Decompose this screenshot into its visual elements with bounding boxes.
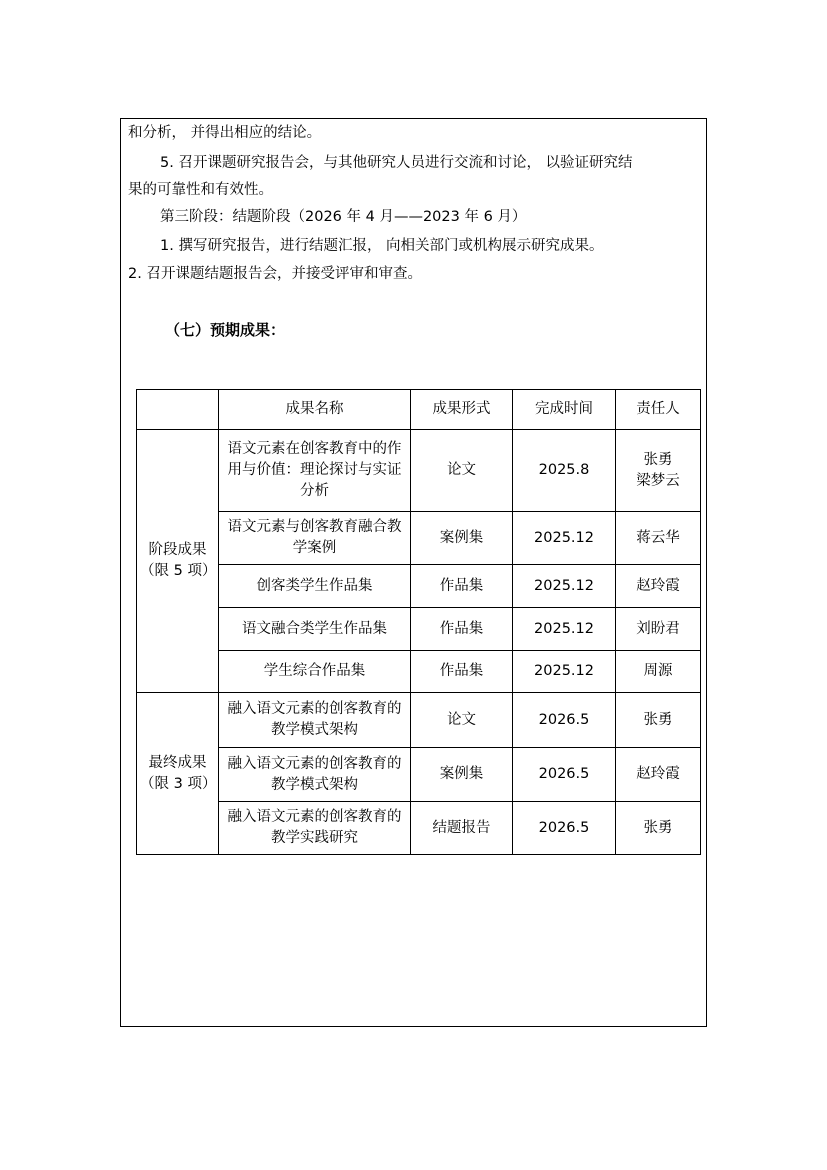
result-owner-cell: 周源 — [616, 651, 701, 693]
header-cell: 责任人 — [616, 390, 701, 430]
header-cell: 成果形式 — [411, 390, 513, 430]
table-row — [137, 512, 701, 565]
result-time-cell: 2026.5 — [513, 693, 616, 748]
result-name-cell: 语文元素在创客教育中的作用与价值：理论探讨与实证分析 — [219, 430, 411, 512]
paragraph-line: 第三阶段：结题阶段（2026 年 4 月——2023 年 6 月） — [160, 209, 527, 225]
table-row — [137, 608, 701, 651]
table-row — [137, 651, 701, 693]
result-owner-cell: 蒋云华 — [616, 512, 701, 565]
result-time-cell: 2025.12 — [513, 651, 616, 693]
result-name-cell: 语文融合类学生作品集 — [219, 608, 411, 651]
result-time-cell: 2025.12 — [513, 565, 616, 608]
group-label-stage: 阶段成果 （限 5 项） — [137, 430, 219, 693]
result-name-cell: 融入语文元素的创客教育的教学模式架构 — [219, 693, 411, 748]
result-owner-cell: 赵玲霞 — [616, 565, 701, 608]
paragraph-line: 果的可靠性和有效性。 — [128, 182, 273, 198]
paragraph-line: 和分析， 并得出相应的结论。 — [128, 125, 322, 141]
result-form-cell: 作品集 — [411, 608, 513, 651]
result-time-cell: 2025.12 — [513, 512, 616, 565]
result-time-cell: 2025.12 — [513, 608, 616, 651]
paragraph-line: 2. 召开课题结题报告会，并接受评审和审查。 — [128, 266, 422, 282]
section-heading: （七）预期成果： — [165, 321, 286, 339]
result-time-cell: 2025.8 — [513, 430, 616, 512]
table-header-row — [137, 390, 701, 430]
result-form-cell: 论文 — [411, 430, 513, 512]
result-owner-cell: 张勇 — [616, 693, 701, 748]
header-cell: 成果名称 — [219, 390, 411, 430]
group-label-final: 最终成果 （限 3 项） — [137, 693, 219, 855]
result-owner-cell: 刘盼君 — [616, 608, 701, 651]
result-name-cell: 融入语文元素的创客教育的教学实践研究 — [219, 802, 411, 855]
result-name-cell: 语文元素与创客教育融合教学案例 — [219, 512, 411, 565]
table-row — [137, 748, 701, 802]
result-name-cell: 学生综合作品集 — [219, 651, 411, 693]
result-name-cell: 创客类学生作品集 — [219, 565, 411, 608]
result-owner-cell: 赵玲霞 — [616, 748, 701, 802]
header-cell — [137, 390, 219, 430]
result-form-cell: 案例集 — [411, 748, 513, 802]
paragraph-line: 5. 召开课题研究报告会，与其他研究人员进行交流和讨论， 以验证研究结 — [160, 155, 633, 171]
result-form-cell: 案例集 — [411, 512, 513, 565]
results-table — [136, 389, 701, 855]
result-form-cell: 论文 — [411, 693, 513, 748]
result-owner-cell: 张勇 梁梦云 — [616, 430, 701, 512]
table-row — [137, 693, 701, 748]
result-owner-cell: 张勇 — [616, 802, 701, 855]
result-time-cell: 2026.5 — [513, 748, 616, 802]
table-row — [137, 565, 701, 608]
result-time-cell: 2026.5 — [513, 802, 616, 855]
paragraph-line: 1. 撰写研究报告，进行结题汇报， 向相关部门或机构展示研究成果。 — [160, 238, 604, 254]
table-row — [137, 802, 701, 855]
result-form-cell: 结题报告 — [411, 802, 513, 855]
result-form-cell: 作品集 — [411, 565, 513, 608]
result-form-cell: 作品集 — [411, 651, 513, 693]
header-cell: 完成时间 — [513, 390, 616, 430]
table-row — [137, 430, 701, 512]
result-name-cell: 融入语文元素的创客教育的教学模式架构 — [219, 748, 411, 802]
